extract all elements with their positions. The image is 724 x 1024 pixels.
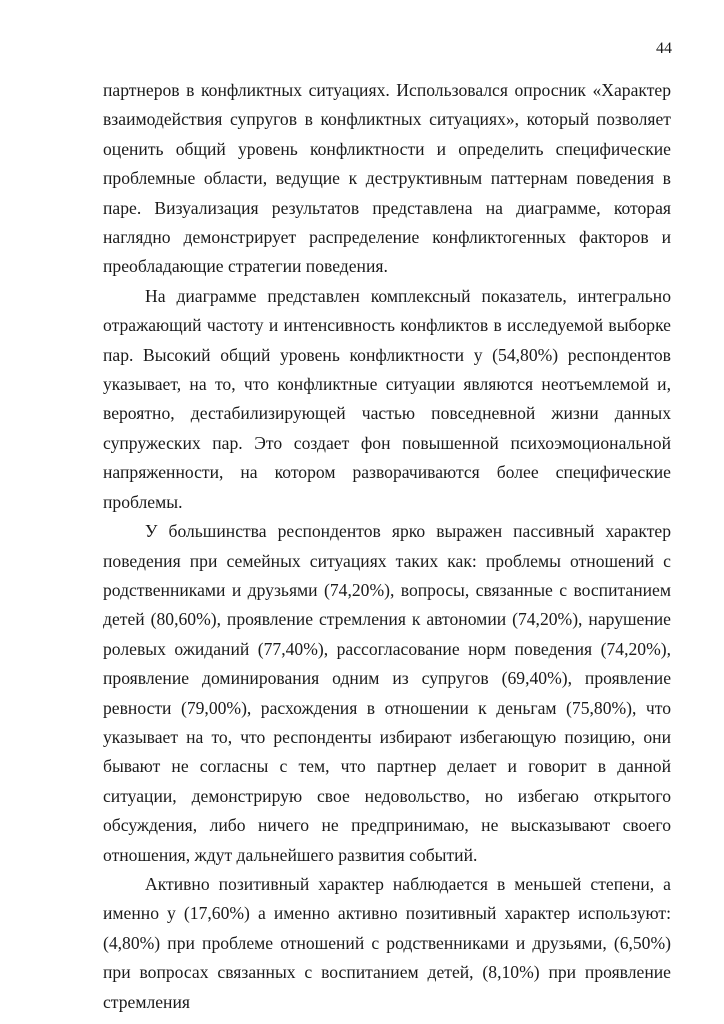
paragraph: На диаграмме представлен комплексный показатель, интегрально отражающий частоту и интенсивность конфликтов в исследуемой выборке пар. Высокий общий уровень конфликтности у (54,80%) респондентов указывает, на то, что конфликтные ситуации являются неотъемлемой и, вероятно, дестабилизирующей частью повседневной жизни данных супружеских пар. Это создает фон повышенной психоэмоциональной напряженности, на котором разворачиваются более специфические проблемы. [103,285,671,512]
paragraph: Активно позитивный характер наблюдается в меньшей степени, а именно у (17,60%) а именно активно позитивный характер используют: (4,80%) при проблеме отношений с родственниками и друзьями, (6,50%) при вопросах связанных с воспитанием детей, (8,10%) при проявление стремления [103,873,671,1012]
paragraph: партнеров в конфликтных ситуациях. Использовался опросник «Характер взаимодействия супругов в конфликтных ситуациях», который позволяет оценить общий уровень конфликтности и определить специфические проблемные области, ведущие к деструктивным паттернам поведения в паре. Визуализация результатов представлена на диаграмме, которая наглядно демонстрирует распределение конфликтогенных факторов и преобладающие стратегии поведения. [103,80,671,277]
text-body [103,76,671,1017]
paragraph: У большинства респондентов ярко выражен пассивный характер поведения при семейных ситуациях таких как: проблемы отношений с родственниками и друзьями (74,20%), вопросы, связанные с воспитанием детей (80,60%), проявление стремления к автономии (74,20%), нарушение ролевых ожиданий (77,40%), рассогласование норм поведения (74,20%), проявление доминирования одним из супругов (69,40%), проявление ревности (79,00%), расхождения в отношении к деньгам (75,80%), что указывает на то, что респонденты избирают избегающую позицию, они бывают не согласны с тем, что партнер делает и говорит в данной ситуации, демонстрирую свое недовольство, но избегаю открытого обсуждения, либо ничего не предпринимаю, не высказывают своего отношения, ждут дальнейшего развития событий. [103,521,671,865]
page-number: 44 [656,40,672,57]
